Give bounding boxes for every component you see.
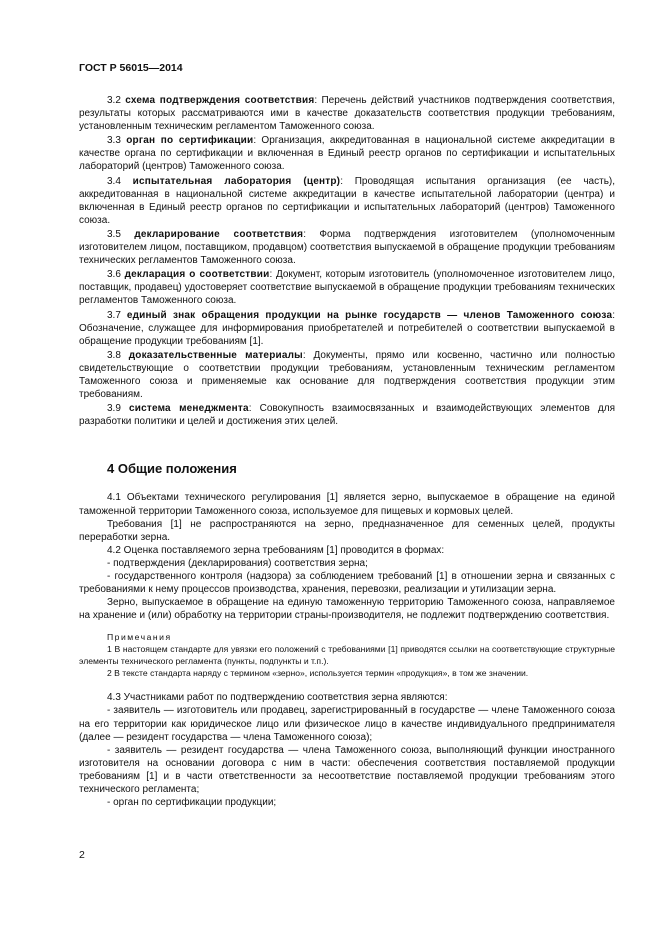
definitions-list xyxy=(79,94,615,428)
definition-term: орган по сертификации xyxy=(126,135,254,147)
section-title: 4 Общие положения xyxy=(107,461,237,477)
note-item: 1 В настоящем стандарте для увязки его положений с требованиями [1] приводятся ссылки на соответствующие структурные элементы технического регламента (пункты, подпункты и т.п.). xyxy=(79,644,615,667)
paragraph: - подтверждения (декларирования) соответствия зерна; xyxy=(107,557,368,569)
definition-term: система менеджмента xyxy=(128,403,249,415)
definition-paragraph xyxy=(79,349,615,401)
definition-text: : Форма подтверждения изготовителем (уполномоченным изготовителем лицом, поставщиком, продавцом) соответствия выпускаемой в обращение продукции требованиям технических регламентов Таможенного союза. xyxy=(79,228,615,267)
definition-text: : Документ, которым изготовитель (уполномоченное изготовителем лицо, поставщик, продавец) удостоверяет соответствие выпускаемой в обращение продукции требованиям технических регламентов Таможенного союза. xyxy=(79,269,615,307)
paragraph: - орган по сертификации продукции; xyxy=(107,797,277,809)
definition-text: : Совокупность взаимосвязанных и взаимодействующих элементов для разработки политики и целей и достижения этих целей. xyxy=(79,403,615,428)
definition-text: : Перечень действий участников подтверждения соответствия, результаты которых рассматриваются ими в качестве доказательств соответствия продукции требованиям, установленным техническим регламентом Таможенного союза. xyxy=(79,95,615,133)
definition-number: 3.7 xyxy=(107,309,121,321)
definition-number: 3.8 xyxy=(107,349,121,361)
definition-paragraph xyxy=(79,134,615,173)
definition-text: : Обозначение, служащее для информирования приобретателей и потребителей о соответствии выпускаемой в обращение продукции требованиям [1]. xyxy=(79,309,615,347)
definition-term: испытательная лаборатория (центр) xyxy=(132,175,341,187)
definition-number: 3.5 xyxy=(107,228,121,240)
definition-number: 3.9 xyxy=(107,403,121,415)
definition-number: 3.2 xyxy=(107,95,121,106)
definition-paragraph xyxy=(79,402,615,428)
paragraph: 4.3 Участниками работ по подтверждению соответствия зерна являются: xyxy=(107,692,448,704)
notes-block xyxy=(79,631,615,679)
definition-paragraph xyxy=(79,268,615,307)
definition-text: : Документы, прямо или косвенно, частично или полностью свидетельствующие о соответствии продукции требованиям, установленным техническим регламентом Таможенного союза и применяемые как основание для подтверждения соответствия продукции этим требованиям. xyxy=(79,349,615,401)
definition-paragraph xyxy=(79,175,615,227)
notes-heading: Примечания xyxy=(107,632,172,643)
definition-term: схема подтверждения соответствия xyxy=(125,95,315,106)
definition-text: : Проводящая испытания организация (ее часть), аккредитованная в национальной системе аккредитации в качестве испытательной лаборатории (центра) и включенная в Единый реестр органов по сертификации и испытательных лабораторий (центров) Таможенного союза. xyxy=(79,175,616,226)
definition-number: 3.6 xyxy=(107,269,121,281)
section-paragraphs-continued xyxy=(79,691,615,809)
notes-list xyxy=(79,643,615,679)
definition-paragraph xyxy=(79,309,615,348)
paragraph: - заявитель — изготовитель или продавец, зарегистрированный в государстве — члене Таможенного союза на его территории как юридическое лицо или физическое лицо в качестве индивидуального предпринимателя (далее — резидент государства — члена Таможенного союза); xyxy=(79,705,615,743)
paragraph: - государственного контроля (надзора) за соблюдением требований [1] в отношении зерна и связанных с требованиями к нему процессов производства, хранения, перевозки, реализации и утилизации зерна. xyxy=(79,571,615,596)
definition-number: 3.4 xyxy=(107,175,121,187)
paragraph: 4.2 Оценка поставляемого зерна требованиям [1] проводится в формах: xyxy=(107,544,445,556)
page-number: 2 xyxy=(79,849,85,861)
paragraph: - заявитель — резидент государства — члена Таможенного союза, выполняющий функции иностранного изготовителя на основании договора с ним в части: обеспечения соответствия поставляемой продукции требованиям [1] и в части ответственности за несоответствие поставляемой продукции требованиям этого технического регламента; xyxy=(79,744,615,796)
paragraph: Требования [1] не распространяются на зерно, предназначенное для семенных целей, продукты переработки зерна. xyxy=(79,518,615,543)
section-paragraphs xyxy=(79,491,615,622)
definition-term: единый знак обращения продукции на рынке государств — членов Таможенного союза xyxy=(126,309,613,321)
definition-paragraph xyxy=(79,228,615,267)
page-content xyxy=(79,94,615,809)
paragraph: 4.1 Объектами технического регулирования [1] является зерно, выпускаемое в обращение на единой таможенной территории Таможенного союза, используемое для пищевых и кормовых целей. xyxy=(79,492,615,517)
definition-number: 3.3 xyxy=(107,135,121,147)
paragraph: Зерно, выпускаемое в обращение на единую таможенную территорию Таможенного союза, направляемое на хранение и (или) обработку на территории страны-производителя, не подлежит подтверждению соответствия. xyxy=(79,597,615,622)
note-item: 2 В тексте стандарта наряду с термином «зерно», используется термин «продукция», в том же значении. xyxy=(107,668,529,679)
definition-term: декларирование соответствия xyxy=(134,228,304,240)
definition-term: доказательственные материалы xyxy=(128,349,303,361)
definition-text: : Организация, аккредитованная в национальной системе аккредитации в качестве органа по сертификации и включенная в Единый реестр органов по сертификации и испытательных лабораторий (центров) Таможенного союза. xyxy=(79,135,615,173)
definition-paragraph xyxy=(79,94,615,133)
definition-term: декларация о соответствии xyxy=(124,269,270,281)
document-header: ГОСТ Р 56015—2014 xyxy=(79,62,183,74)
